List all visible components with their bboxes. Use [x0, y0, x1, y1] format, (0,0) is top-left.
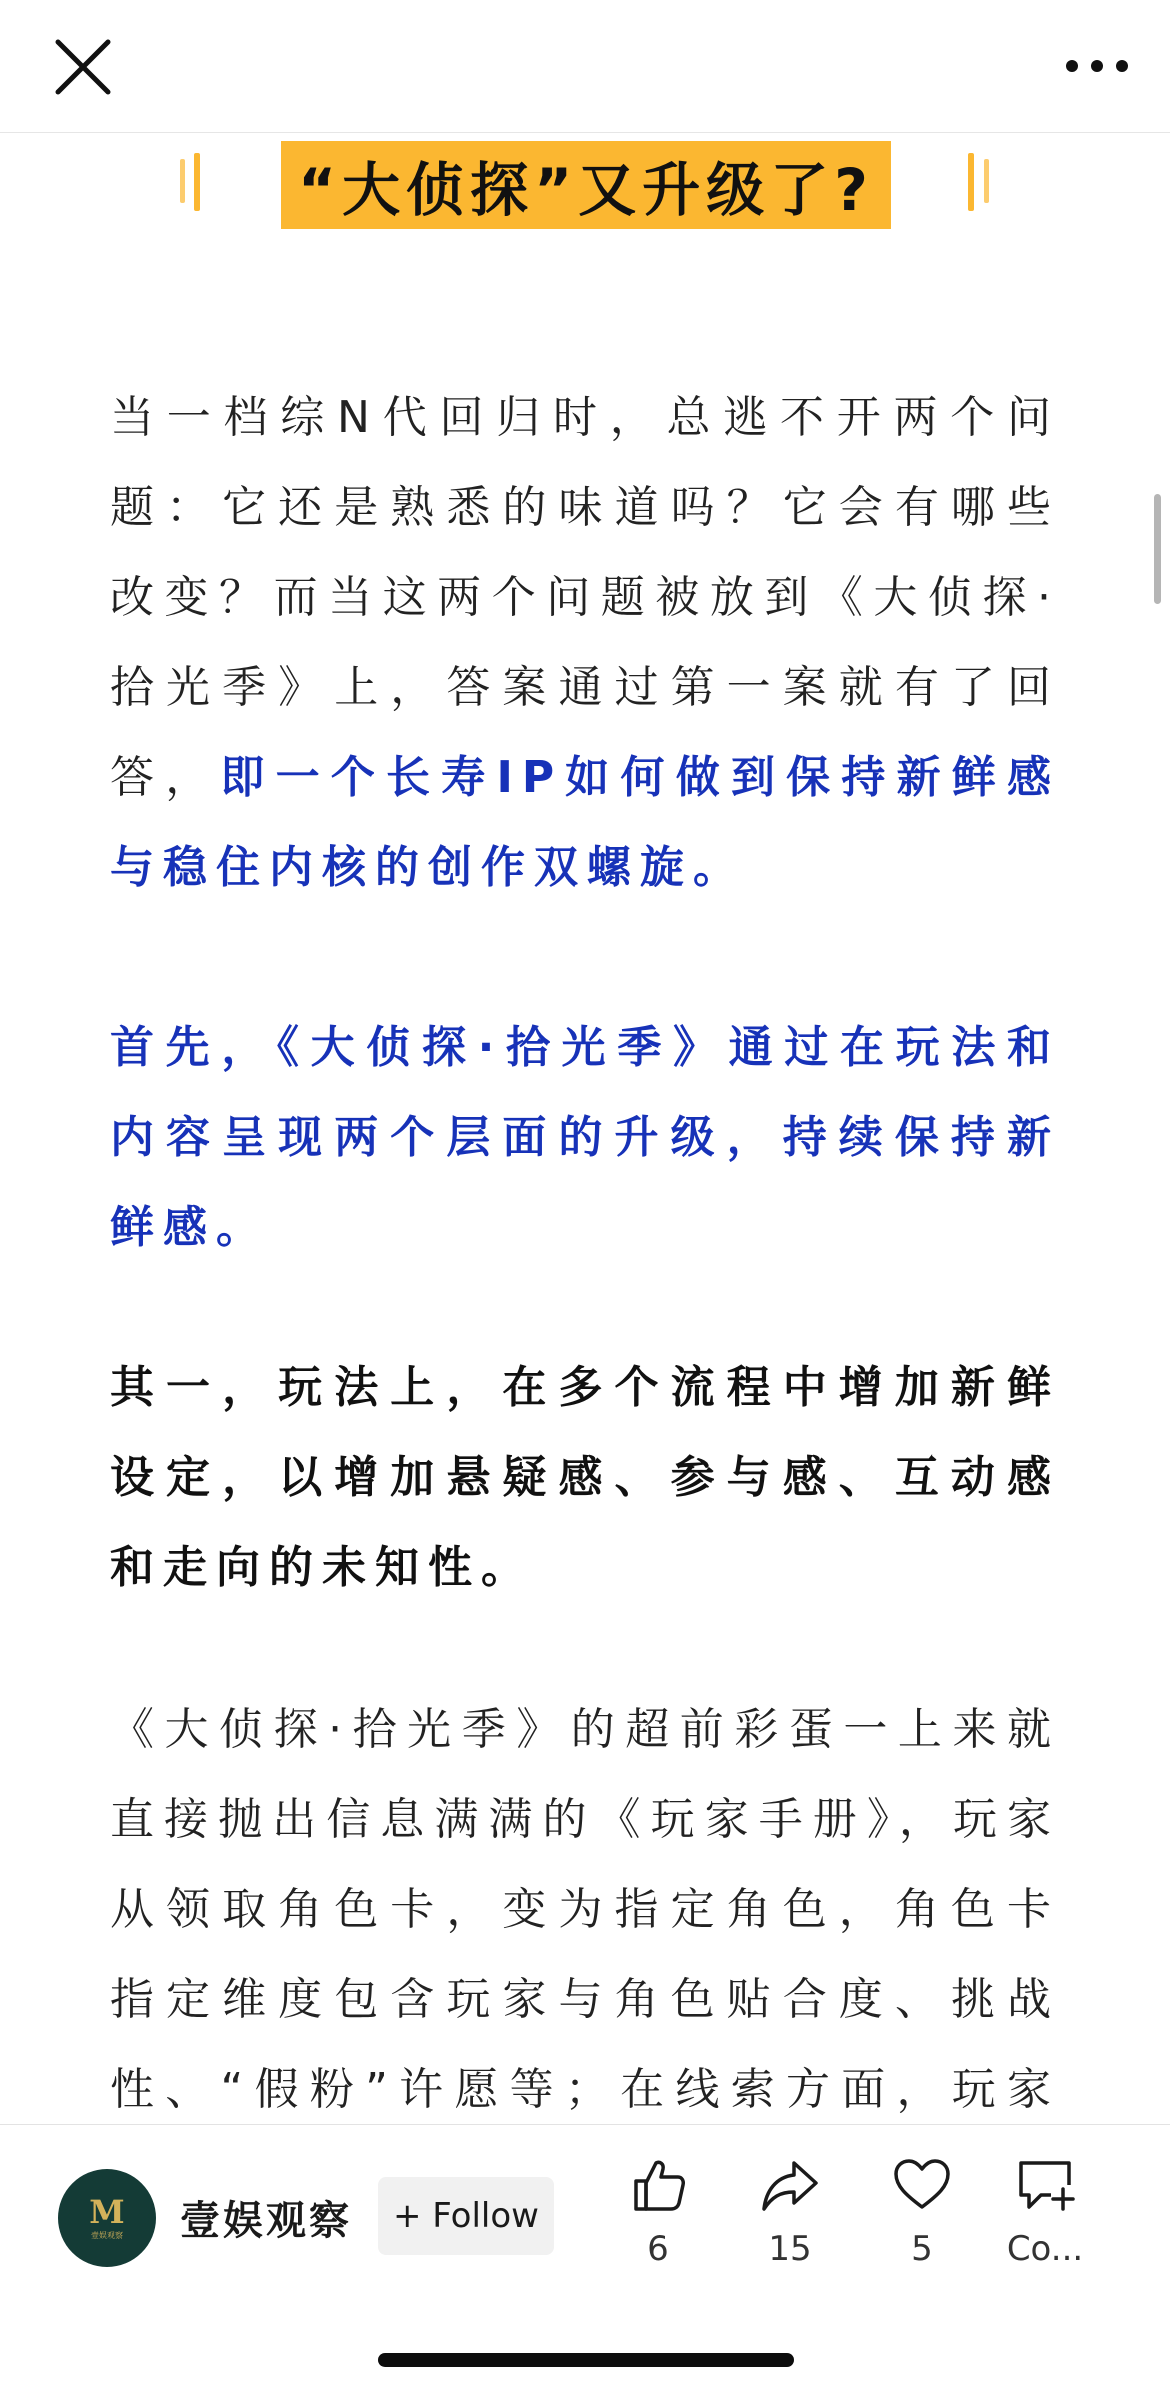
like-count: 6: [647, 2229, 669, 2269]
section-title-block: [0, 133, 1170, 233]
title-decoration-right: [984, 159, 989, 203]
favorite-button[interactable]: [862, 2155, 982, 2269]
thumbs-up-icon: [628, 2155, 688, 2215]
article-paragraph: [110, 373, 1060, 913]
comment-label: Co...: [1006, 2229, 1084, 2269]
follow-button[interactable]: + Follow: [378, 2177, 554, 2255]
paragraph-text: 当一档综N代回归时，总逃不开两个问题：它还是熟悉的味道吗？它会有哪些改变？而当这两个问题被放到《大侦探·拾光季》上，答案通过第一案就有了回答，: [110, 392, 1060, 803]
article-paragraph: [110, 1003, 1060, 1273]
top-bar: [0, 0, 1170, 133]
like-button[interactable]: [598, 2155, 718, 2269]
title-decoration-left: [194, 153, 200, 211]
favorite-count: 5: [911, 2229, 933, 2269]
home-indicator: [378, 2353, 794, 2367]
title-decoration-left: [180, 159, 185, 203]
comment-add-icon: [1015, 2155, 1075, 2215]
bold-text: 其一，玩法上，在多个流程中增加新鲜设定，以增加悬疑感、参与感、互动感和走向的未知性。: [110, 1362, 1060, 1593]
share-count: 15: [768, 2229, 812, 2269]
article-paragraph: [110, 1343, 1060, 1613]
paragraph-text: 《大侦探·拾光季》的超前彩蛋一上来就直接抛出信息满满的《玩家手册》，玩家从领取角色卡，变为指定角色，角色卡指定维度包含玩家与角色贴合度、挑战性、“假粉”许愿等；在线索方面，玩家: [110, 1704, 1060, 2115]
account-name[interactable]: 壹娱观察: [180, 2198, 352, 2244]
more-options-button[interactable]: [1062, 44, 1132, 88]
scrollbar[interactable]: [1154, 494, 1161, 604]
bottom-action-bar: [0, 2124, 1170, 2392]
share-icon: [760, 2155, 820, 2215]
avatar[interactable]: [58, 2169, 156, 2267]
title-decoration-right: [968, 153, 974, 211]
close-button[interactable]: [52, 36, 114, 98]
highlighted-text: 首先，《大侦探·拾光季》通过在玩法和内容呈现两个层面的升级，持续保持新鲜感。: [110, 1022, 1060, 1253]
article-content: [0, 133, 1170, 2123]
avatar-logo-mark: M: [89, 2193, 125, 2231]
comment-button[interactable]: [980, 2155, 1110, 2269]
section-title: “大侦探”又升级了?: [281, 141, 891, 229]
avatar-logo-text: 壹娱观察: [91, 2231, 123, 2240]
highlighted-text: 即一个长寿IP如何做到保持新鲜感与稳住内核的创作双螺旋。: [110, 752, 1060, 893]
heart-icon: [892, 2155, 952, 2215]
close-icon: [52, 36, 114, 98]
share-button[interactable]: [730, 2155, 850, 2269]
more-horizontal-icon: [1062, 44, 1132, 88]
